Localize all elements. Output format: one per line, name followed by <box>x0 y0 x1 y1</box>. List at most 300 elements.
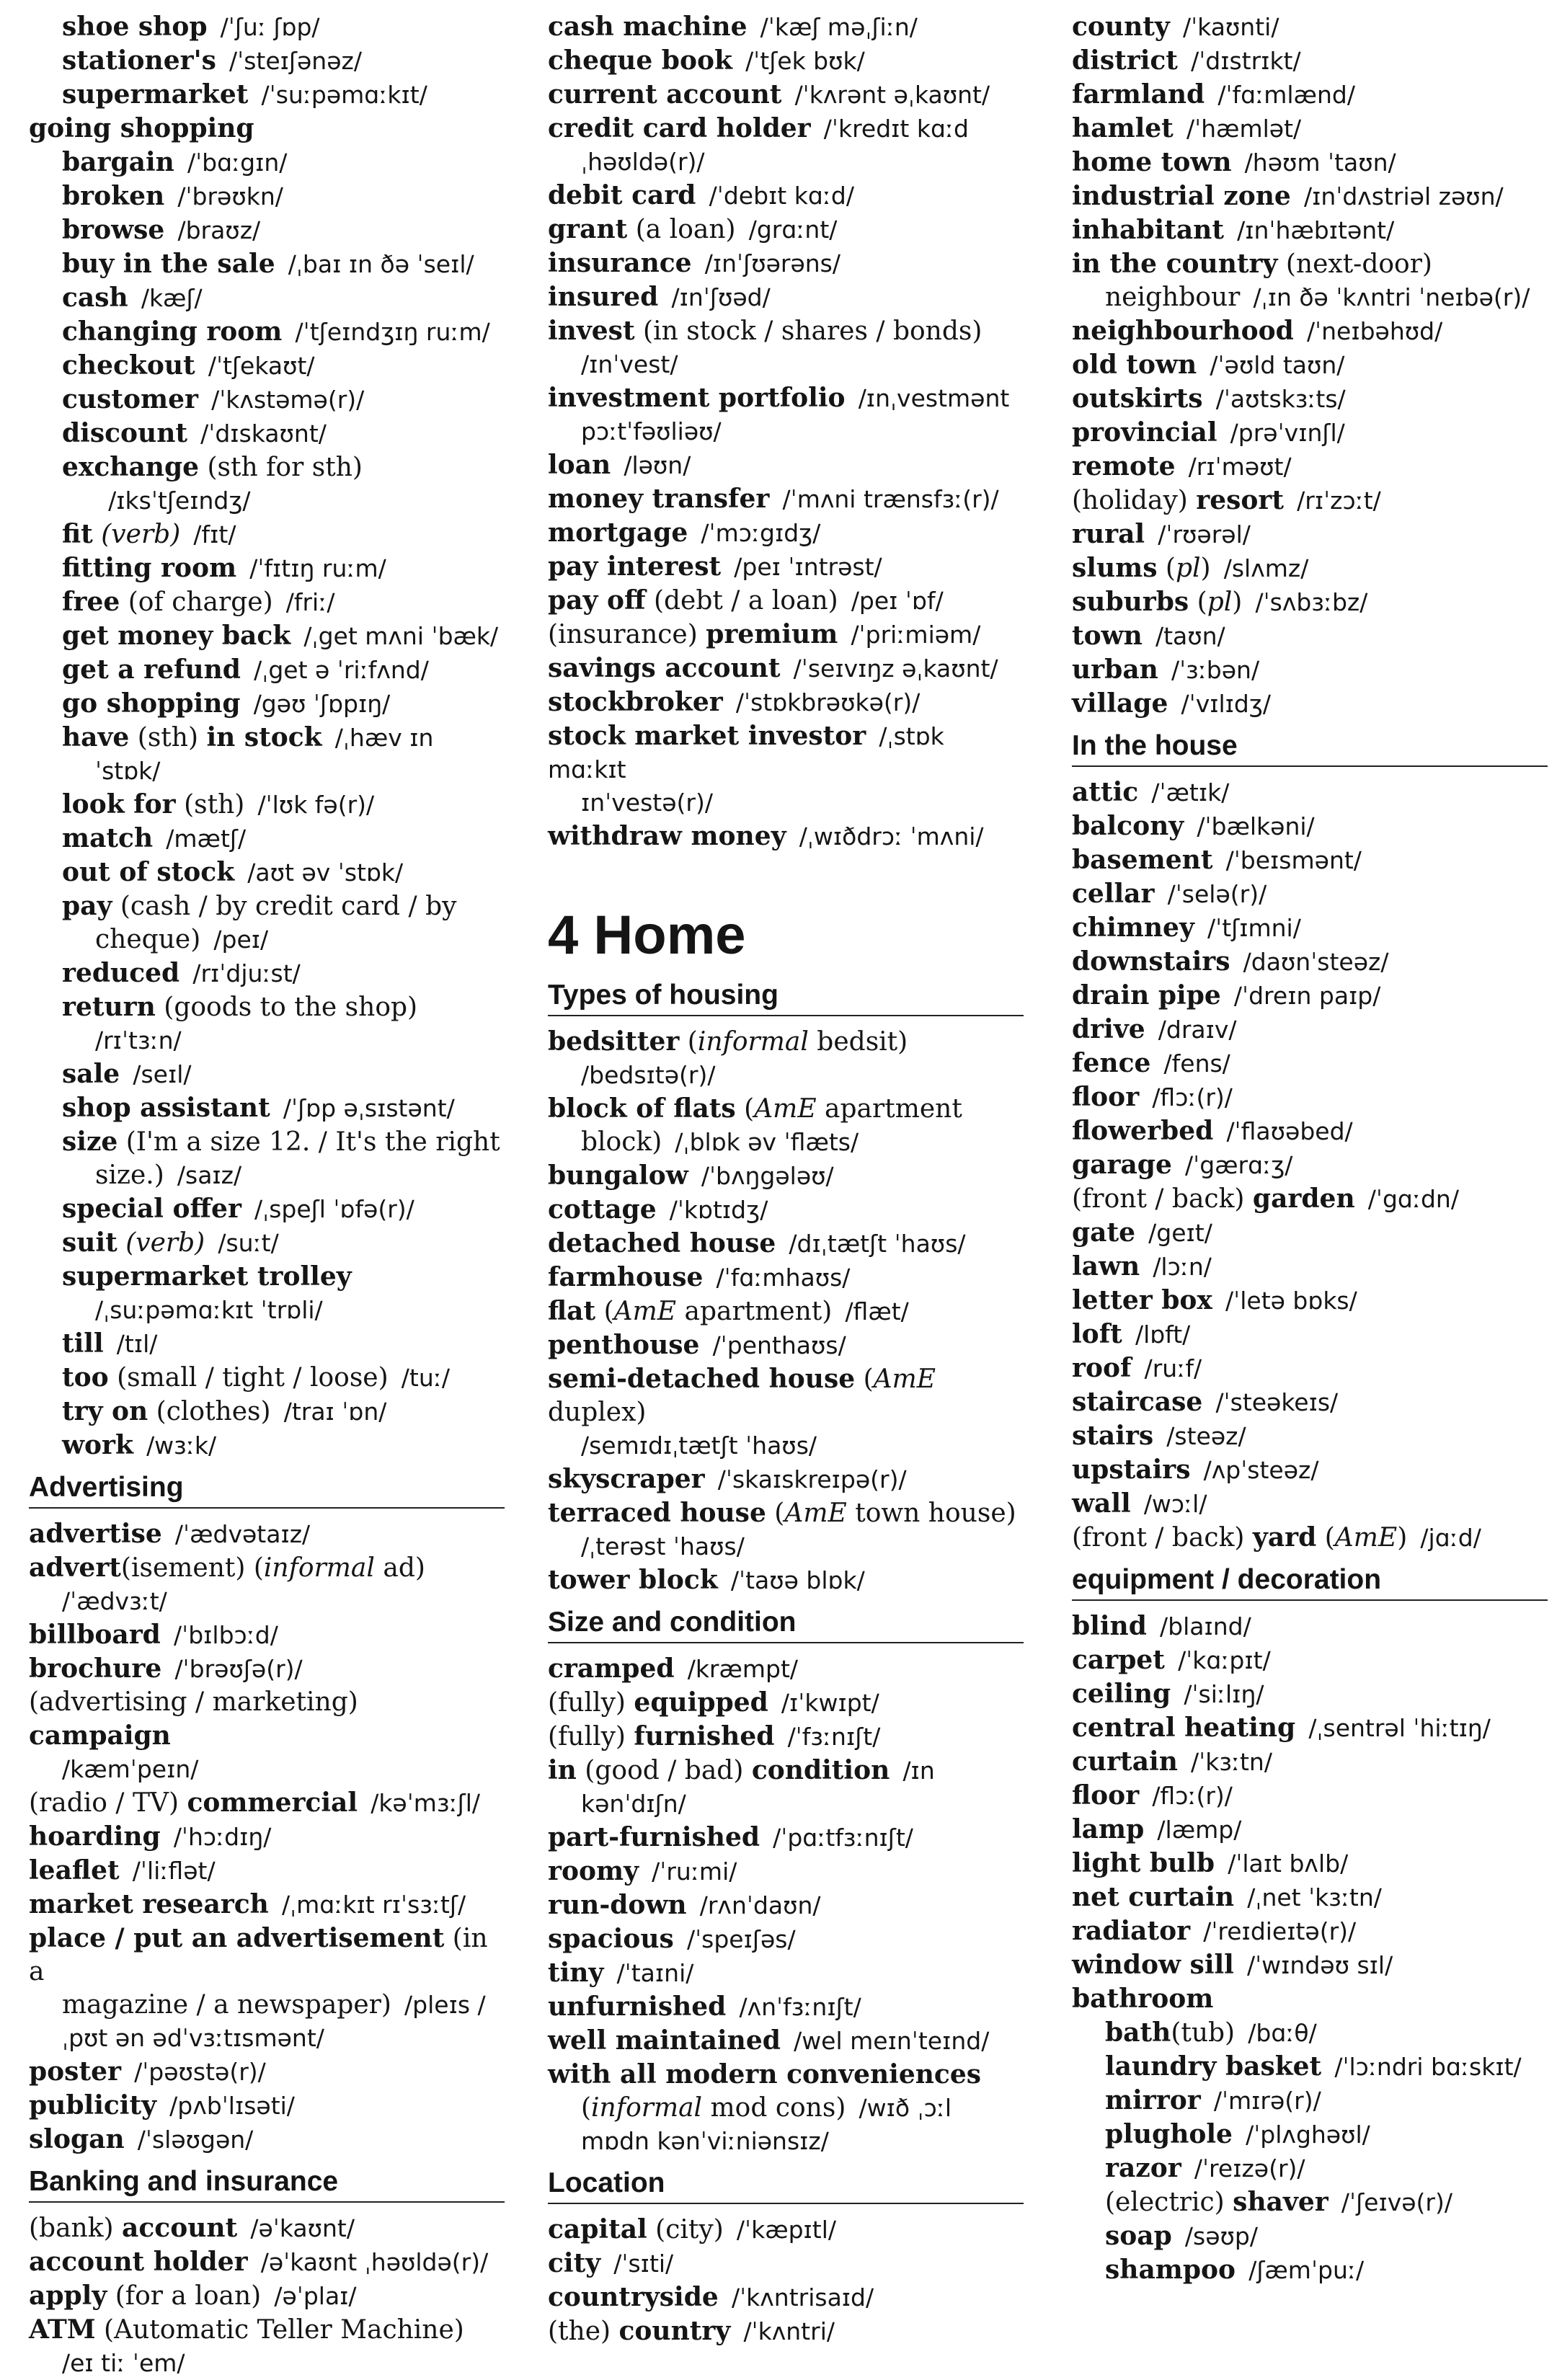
pronunciation: /ˈskaɪskreɪpə(r)/ <box>717 1465 907 1493</box>
usage-label: AmE <box>784 1498 847 1528</box>
headword: in the country <box>1072 249 1278 279</box>
pronunciation: /ˈbrəʊkn/ <box>177 182 283 210</box>
vocab-entry <box>548 1821 1024 1855</box>
headword: detached house <box>548 1228 776 1258</box>
gloss-text: ) <box>1200 554 1211 583</box>
vocab-entry <box>1072 776 1548 809</box>
pronunciation: /ɪn <box>902 1757 935 1785</box>
gloss-text: ( <box>766 1498 785 1528</box>
vocab-entry <box>548 314 1024 381</box>
headword: pay <box>62 891 112 921</box>
vocab-entry <box>1072 877 1548 911</box>
vocab-entry <box>29 1226 505 1260</box>
usage-label: (verb) <box>117 1228 205 1258</box>
vocab-entry <box>1072 518 1548 551</box>
pronunciation: /ˈfɜːnɪʃt/ <box>787 1723 881 1751</box>
vocab-entry <box>1072 382 1548 416</box>
headword: roof <box>1072 1353 1132 1383</box>
entry-continuation <box>548 348 1024 381</box>
headword: garage <box>1072 1150 1172 1180</box>
headword: wall <box>1072 1488 1131 1519</box>
headword: discount <box>62 418 188 448</box>
vocab-entry <box>1072 2118 1548 2152</box>
pronunciation: /ˈʃɒp əˌsɪstənt/ <box>283 1094 455 1122</box>
pronunciation: /jɑːd/ <box>1420 1524 1481 1552</box>
gloss-text: ( <box>1316 1523 1335 1553</box>
headword: village <box>1072 688 1168 719</box>
pronunciation: /ˈaʊtskɜːts/ <box>1215 385 1346 413</box>
pronunciation: /ˈsteəkeɪs/ <box>1215 1388 1339 1416</box>
headword: suit <box>62 1227 117 1258</box>
entry-continuation <box>29 1989 505 2022</box>
vocab-entry <box>548 2213 1024 2247</box>
pronunciation: /kæʃ/ <box>141 284 203 312</box>
headword: get a refund <box>62 654 241 685</box>
pronunciation: /ˈbɑːgɪn/ <box>187 148 288 177</box>
pronunciation: /prəˈvɪnʃl/ <box>1230 419 1345 447</box>
headword: grant <box>548 214 628 244</box>
headword: provincial <box>1072 417 1217 448</box>
pronunciation: /braʊz/ <box>177 216 261 244</box>
headword: withdraw money <box>548 821 786 851</box>
headword: brochure <box>29 1653 162 1684</box>
vocab-entry <box>29 619 505 653</box>
headword: bedsitter <box>548 1026 680 1057</box>
vocab-entry <box>29 2055 505 2089</box>
section-heading: Location <box>548 2158 1024 2204</box>
pronunciation: /kæmˈpeɪn/ <box>62 1755 199 1783</box>
headword: outskirts <box>1072 383 1203 414</box>
vocab-entry <box>548 1652 1024 1686</box>
pronunciation: /wɜːk/ <box>146 1431 217 1460</box>
headword: ATM <box>29 2314 96 2345</box>
gloss-text: (the) <box>548 2317 619 2346</box>
gloss-text: (insurance) <box>548 620 706 649</box>
pronunciation: /tuː/ <box>401 1364 450 1392</box>
headword: slums <box>1072 553 1158 583</box>
pronunciation: /ˈbɪlbɔːd/ <box>174 1621 278 1649</box>
vocab-entry <box>29 44 505 78</box>
vocab-entry <box>1072 1813 1548 1847</box>
pronunciation: /ˈkʌntri/ <box>743 2317 835 2345</box>
entry-continuation <box>62 1159 505 1192</box>
pronunciation: /ˈfɑːmlænd/ <box>1217 81 1355 109</box>
pronunciation: /ˈkʌrənt əˌkaʊnt/ <box>794 81 990 109</box>
headword: tiny <box>548 1958 604 1988</box>
vocab-entry <box>29 179 505 213</box>
headword: attic <box>1072 777 1139 807</box>
vocab-entry <box>1072 484 1548 518</box>
headword: mirror <box>1105 2085 1201 2115</box>
section-heading: Banking and insurance <box>29 2157 505 2203</box>
pronunciation: /ˌsentrəl ˈhiːtɪŋ/ <box>1308 1714 1491 1742</box>
entry-continuation <box>548 786 1024 820</box>
headword: block of flats <box>548 1093 736 1124</box>
pronunciation: /kəˈmɜːʃl/ <box>371 1789 480 1817</box>
vocab-entry <box>548 381 1024 448</box>
headword: farmhouse <box>548 1262 704 1292</box>
vocab-entry <box>29 450 505 518</box>
pronunciation: /ˈʃuː ʃɒp/ <box>220 13 320 41</box>
vocab-entry <box>29 1922 505 2055</box>
headword: part-furnished <box>548 1822 760 1852</box>
headword: credit card holder <box>548 113 811 143</box>
vocab-entry <box>29 78 505 112</box>
vocab-entry <box>29 146 505 179</box>
pronunciation: /ˈsteɪʃənəz/ <box>229 47 362 75</box>
headword: laundry basket <box>1105 2051 1322 2082</box>
vocab-entry <box>1072 1948 1548 1982</box>
vocab-entry <box>1072 1148 1548 1182</box>
headword: in stock <box>206 722 322 752</box>
headword: till <box>62 1328 104 1359</box>
gloss-text: ( <box>855 1364 874 1394</box>
pronunciation: /ˌspeʃl ˈɒfə(r)/ <box>254 1195 414 1223</box>
vocab-entry <box>548 1888 1024 1922</box>
gloss-text: (a loan) <box>627 215 736 244</box>
headword: shoe shop <box>62 12 208 42</box>
pronunciation: /ɪˈkwɪpt/ <box>781 1689 879 1717</box>
vocab-entry <box>29 585 505 619</box>
headword: gate <box>1072 1217 1136 1248</box>
pronunciation: /fɪt/ <box>193 520 236 549</box>
pronunciation: /ˈpenthaʊs/ <box>712 1331 846 1359</box>
vocab-entry <box>548 1227 1024 1261</box>
pronunciation: /peɪ/ <box>213 925 269 954</box>
vocab-entry <box>548 584 1024 618</box>
headword: lawn <box>1072 1251 1140 1282</box>
pronunciation: /ˈkɜːtn/ <box>1191 1748 1272 1776</box>
vocab-entry <box>1072 179 1548 213</box>
gloss-text: mod cons) <box>702 2093 846 2123</box>
headword: cash machine <box>548 12 748 42</box>
pronunciation: /ˌmɑːkɪt rɪˈsɜːtʃ/ <box>281 1891 466 1919</box>
gloss-text: (debt / a loan) <box>645 586 838 616</box>
headword: cash <box>62 283 128 313</box>
pronunciation: /kræmpt/ <box>687 1655 799 1683</box>
entry-continuation <box>548 1530 1024 1563</box>
vocab-entry <box>29 1786 505 1820</box>
pronunciation: /draɪv/ <box>1158 1016 1237 1044</box>
column-right <box>1072 10 1548 2287</box>
headword: loan <box>548 450 611 480</box>
vocab-entry <box>1072 911 1548 945</box>
headword: loft <box>1072 1319 1122 1349</box>
pronunciation: /slʌmz/ <box>1223 554 1309 582</box>
vocab-entry <box>548 516 1024 550</box>
headword: drain pipe <box>1072 980 1221 1011</box>
pronunciation: /ˈbrəʊʃə(r)/ <box>174 1655 303 1683</box>
vocab-entry <box>29 856 505 889</box>
headword: fit <box>62 519 93 549</box>
headword: hoarding <box>29 1821 161 1852</box>
headword: countryside <box>548 2282 719 2312</box>
gloss-text: ) <box>1232 587 1243 617</box>
pronunciation: /traɪ ˈɒn/ <box>283 1398 387 1426</box>
vocab-entry <box>29 2123 505 2157</box>
headword: farmland <box>1072 79 1205 110</box>
pronunciation: /ˈdreɪn paɪp/ <box>1233 982 1381 1010</box>
headword: invest <box>548 316 635 346</box>
pronunciation: /flɔː(r)/ <box>1152 1083 1233 1111</box>
headword: return <box>62 992 156 1022</box>
headword: floor <box>1072 1780 1140 1811</box>
pronunciation: /semɪdɪˌtætʃt ˈhaʊs/ <box>581 1431 817 1460</box>
pronunciation: /ˈrʊərəl/ <box>1158 520 1251 549</box>
pronunciation: /ˈtaɪni/ <box>616 1959 694 1987</box>
headword: try on <box>62 1396 148 1426</box>
gloss-text: ( <box>1189 587 1207 617</box>
headword: flowerbed <box>1072 1116 1214 1146</box>
gloss-text: ( <box>735 1094 755 1124</box>
pronunciation: /ˌɪn ðə ˈkʌntri ˈneɪbə(r)/ <box>1253 283 1530 311</box>
entry-continuation <box>62 923 505 956</box>
headword: reduced <box>62 958 180 988</box>
headword: match <box>62 823 154 853</box>
vocab-entry <box>29 383 505 417</box>
vocab-entry <box>548 719 1024 820</box>
headword: chimney <box>1072 913 1194 943</box>
pronunciation: /ʃæmˈpuː/ <box>1248 2256 1365 2284</box>
pronunciation: /həʊm ˈtaʊn/ <box>1244 148 1396 177</box>
pronunciation: /eɪ tiː ˈem/ <box>62 2349 185 2377</box>
spacer <box>548 853 1024 887</box>
vocab-entry <box>548 2314 1024 2348</box>
headword: country <box>618 2316 731 2346</box>
gloss-text: (in stock / shares / bonds) <box>634 316 982 346</box>
pronunciation: /læmp/ <box>1157 1816 1242 1844</box>
vocab-entry <box>1072 2185 1548 2219</box>
pronunciation: /flɔː(r)/ <box>1152 1782 1233 1810</box>
vocab-entry <box>1072 2152 1548 2185</box>
vocab-entry <box>1072 945 1548 979</box>
vocab-entry <box>1072 653 1548 687</box>
pronunciation: /ˌbaɪ ɪn ðə ˈseɪl/ <box>288 250 474 278</box>
vocab-entry <box>29 1327 505 1361</box>
pronunciation: /ˈgærɑːʒ/ <box>1185 1151 1293 1179</box>
pronunciation: /ˈbʌŋgələʊ/ <box>701 1162 834 1190</box>
pronunciation: /əˈkaʊnt/ <box>250 2214 355 2242</box>
vocab-entry <box>1072 1881 1548 1914</box>
gloss-text: neighbour <box>1105 283 1241 312</box>
gloss-text: (good / bad) <box>576 1756 752 1785</box>
pronunciation: /ˈsɪti/ <box>613 2250 674 2278</box>
vocab-entry <box>548 1462 1024 1496</box>
entry-continuation <box>62 755 505 788</box>
pronunciation: /daʊnˈsteəz/ <box>1243 948 1389 976</box>
pronunciation: /ˈspeɪʃəs/ <box>686 1925 796 1953</box>
gloss-text: ( <box>1157 554 1176 583</box>
gloss-text: town house) <box>846 1498 1016 1528</box>
headword: shop assistant <box>62 1093 270 1123</box>
usage-label: pl <box>1175 554 1201 583</box>
pronunciation: /lɔːn/ <box>1153 1253 1212 1281</box>
pronunciation: /lɒft/ <box>1135 1320 1191 1349</box>
headword: run-down <box>548 1890 687 1920</box>
pronunciation: /bɑːθ/ <box>1248 2019 1317 2047</box>
pronunciation: /ˈtʃɪmni/ <box>1207 914 1301 942</box>
headword: look for <box>62 789 176 820</box>
vocab-entry <box>29 10 505 44</box>
vocab-entry <box>29 213 505 247</box>
pronunciation: /ˈlʊk fə(r)/ <box>257 791 375 819</box>
vocab-entry <box>29 1686 505 1786</box>
vocab-entry <box>548 112 1024 179</box>
vocab-entry <box>548 1563 1024 1597</box>
vocab-entry <box>1072 1419 1548 1453</box>
pronunciation: /ˈruːmi/ <box>652 1857 737 1886</box>
headword: bath <box>1105 2017 1171 2048</box>
headword: well maintained <box>548 2025 781 2056</box>
vocab-entry <box>29 518 505 551</box>
vocab-entry <box>29 822 505 856</box>
headword: garden <box>1252 1184 1355 1214</box>
gloss-text: magazine / a newspaper) <box>62 1990 391 2020</box>
pronunciation: /ˈfɪtɪŋ ruːm/ <box>249 554 386 582</box>
gloss-text: (advertising / marketing) <box>29 1687 358 1717</box>
pronunciation: /ɪnˈdʌstriəl zəʊn/ <box>1303 182 1504 210</box>
pronunciation: /seɪl/ <box>133 1060 192 1088</box>
pronunciation: /ɪnˈhæbɪtənt/ <box>1237 216 1395 244</box>
section-heading: Types of housing <box>548 970 1024 1016</box>
headword: net curtain <box>1072 1882 1235 1912</box>
gloss-text: size.) <box>95 1160 164 1190</box>
pronunciation: /rʌnˈdaʊn/ <box>699 1891 821 1919</box>
pronunciation: /rɪˈdjuːst/ <box>192 959 301 987</box>
vocab-entry <box>1072 1779 1548 1813</box>
gloss-text: (fully) <box>548 1688 634 1718</box>
pronunciation: /ˈselə(r)/ <box>1167 880 1267 908</box>
vocab-entry <box>548 1328 1024 1362</box>
headword: stationer's <box>62 45 216 76</box>
pronunciation: /ˌterəst ˈhaʊs/ <box>581 1532 745 1560</box>
headword: out of stock <box>62 857 235 887</box>
pronunciation: /ˌhæv ɪn <box>334 724 434 752</box>
pronunciation: /suːt/ <box>218 1229 279 1257</box>
vocab-entry <box>29 551 505 585</box>
entry-continuation <box>29 2022 505 2055</box>
pronunciation: /ɪnˌvestmənt <box>858 384 1010 412</box>
pronunciation: /ɪnˈʃʊərəns/ <box>704 249 840 277</box>
vocab-entry <box>548 1754 1024 1821</box>
vocab-entry <box>29 2245 505 2279</box>
gloss-text: apartment <box>816 1094 962 1124</box>
vocab-entry <box>548 1855 1024 1888</box>
headword: stockbroker <box>548 687 723 717</box>
headword: curtain <box>1072 1746 1178 1777</box>
pronunciation: /friː/ <box>285 588 335 616</box>
headword: debit card <box>548 180 696 210</box>
vocab-entry <box>29 1888 505 1922</box>
vocab-entry <box>1072 1284 1548 1318</box>
headword: advert <box>29 1553 121 1583</box>
headword: equipped <box>634 1687 768 1718</box>
pronunciation: /ˈwɪndəʊ sɪl/ <box>1246 1951 1393 1979</box>
pronunciation: /saɪz/ <box>177 1161 242 1189</box>
usage-label: (verb) <box>92 520 181 549</box>
gloss-text: (clothes) <box>148 1397 271 1426</box>
headword: too <box>62 1362 109 1393</box>
vocab-entry <box>29 1820 505 1854</box>
gloss-text: (next-door) <box>1277 249 1432 279</box>
vocab-entry <box>548 1193 1024 1227</box>
headword: carpet <box>1072 1645 1165 1675</box>
gloss-text: bedsit) <box>808 1027 908 1057</box>
vocab-entry <box>1072 1711 1548 1745</box>
gloss-text: (for a loan) <box>107 2281 262 2311</box>
gloss-text: ( <box>595 1297 614 1326</box>
pronunciation: /ˈmʌni trænsfɜː(r)/ <box>782 485 999 513</box>
headword: money transfer <box>548 484 770 514</box>
vocab-entry <box>548 1956 1024 1990</box>
vocab-entry <box>29 1551 505 1618</box>
gloss-text: cheque) <box>95 925 201 954</box>
vocab-entry <box>548 2247 1024 2281</box>
usage-label: informal <box>263 1553 375 1583</box>
vocab-entry <box>1072 1114 1548 1148</box>
headword: city <box>548 2248 601 2278</box>
gloss-text: (sth for sth) <box>199 453 363 482</box>
headword: size <box>62 1127 118 1157</box>
headword: razor <box>1105 2153 1181 2183</box>
headword: customer <box>62 384 198 414</box>
vocab-entry <box>1072 1318 1548 1351</box>
pronunciation: /ˈdebɪt kɑːd/ <box>709 182 854 210</box>
pronunciation: /ləʊn/ <box>624 451 691 479</box>
headword: urban <box>1072 654 1158 685</box>
vocab-entry <box>548 247 1024 280</box>
headword: browse <box>62 215 165 245</box>
pronunciation: /geɪt/ <box>1148 1219 1212 1247</box>
headword: slogan <box>29 2124 125 2154</box>
headword: terraced house <box>548 1498 766 1528</box>
pronunciation: /peɪ ˈɪntrəst/ <box>734 553 882 581</box>
headword: insurance <box>548 248 692 278</box>
vocab-entry <box>1072 809 1548 843</box>
vocab-entry <box>29 889 505 956</box>
pronunciation: /ˈsʌbɜːbz/ <box>1255 588 1368 616</box>
gloss-text: (in a <box>29 1924 488 1986</box>
headword: unfurnished <box>548 1992 727 2022</box>
headword: leaflet <box>29 1855 120 1886</box>
vocab-entry <box>1072 10 1548 44</box>
vocab-entry <box>29 2279 505 2313</box>
vocab-entry <box>29 2089 505 2123</box>
pronunciation: /ˌget mʌni ˈbæk/ <box>303 622 499 650</box>
headword: cheque book <box>548 45 732 76</box>
headword: radiator <box>1072 1916 1191 1946</box>
vocab-entry <box>1072 2253 1548 2287</box>
vocab-entry <box>1072 78 1548 112</box>
pronunciation: ˌhəʊldə(r)/ <box>581 148 705 176</box>
pronunciation: /ˌwɪðdrɔː ˈmʌni/ <box>799 822 984 851</box>
pronunciation: /rɪˈzɔːt/ <box>1297 487 1381 515</box>
headword: go shopping <box>62 688 241 719</box>
vocab-entry <box>548 1362 1024 1462</box>
pronunciation: /ˈdɪstrɪkt/ <box>1191 47 1301 75</box>
headword: checkout <box>62 350 195 381</box>
gloss-text: ad) <box>374 1553 425 1583</box>
vocab-entry <box>29 112 505 146</box>
headword: buy in the sale <box>62 249 275 279</box>
entry-continuation <box>62 1294 505 1327</box>
headword: roomy <box>548 1856 639 1886</box>
gloss-text: (goods to the shop) <box>155 993 418 1022</box>
headword: floor <box>1072 1082 1140 1112</box>
pronunciation: /ˌget ə ˈriːfʌnd/ <box>254 656 429 684</box>
pronunciation: /ˈseɪvɪŋz əˌkaʊnt/ <box>793 654 998 683</box>
pronunciation: /ˈbeɪsmənt/ <box>1225 846 1362 874</box>
